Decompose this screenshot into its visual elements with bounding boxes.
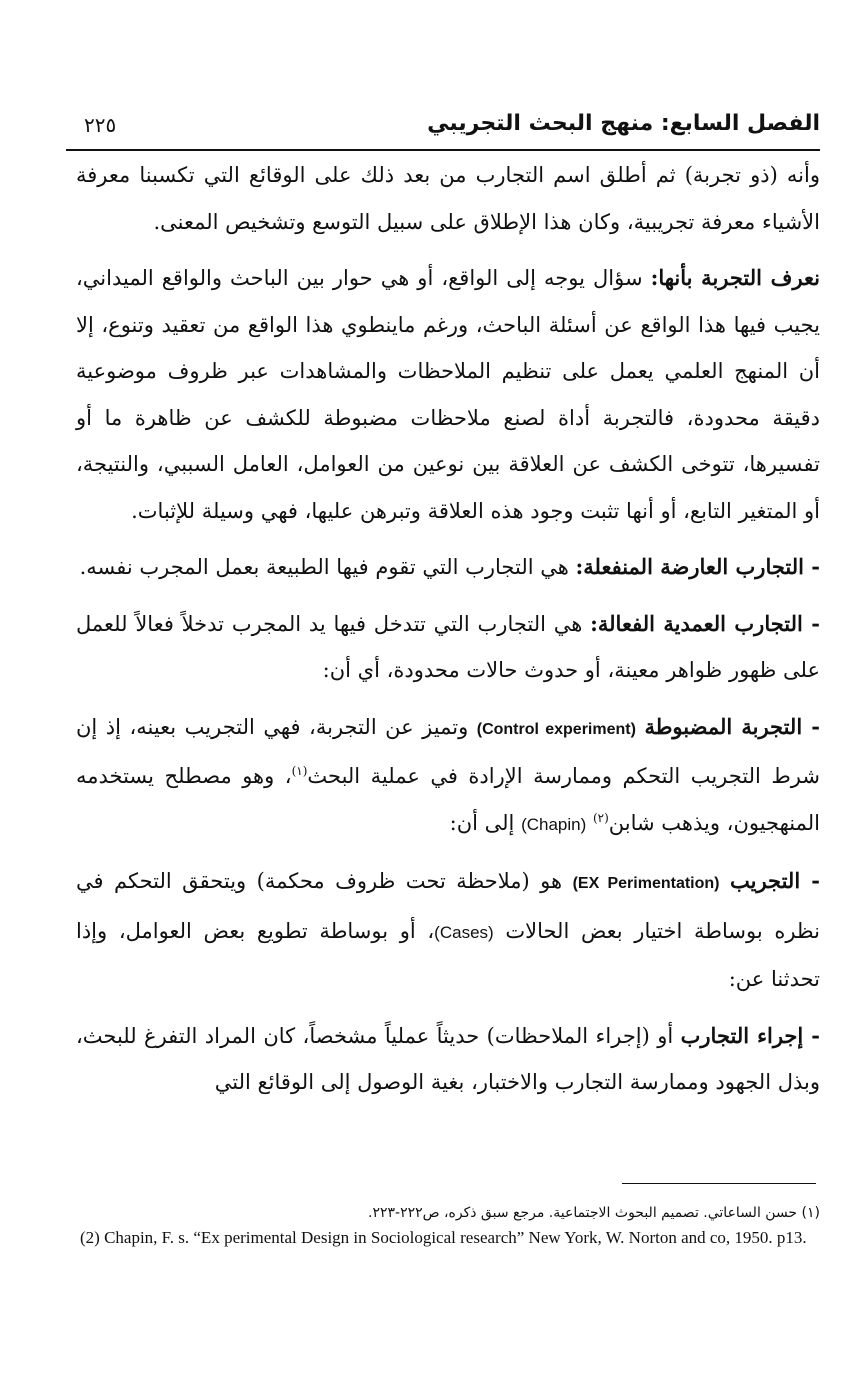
paragraph-1 [76,152,820,245]
active-experiments-lead: - التجارب العمدية الفعالة: [590,610,820,636]
page-number: ٢٢٥ [84,113,117,137]
paragraph-5 [76,704,820,849]
paragraph-2-text: سؤال يوجه إلى الواقع، أو هي حوار بين الباحث والواقع الميداني، يجيب فيها هذا الواقع عن أسئلة الباحث، ورغم ماينطوي هذا الواقع من تعقيد وتنوع، إلا أن المنهج العلمي يعمل على تنظيم الملاحظات والمشاهدات عبر ظروف موضوعية دقيقة محدودة، فالتجربة أداة لصنع ملاحظات مضبوطة للكشف عن ظاهرة ما أو تفسيرها، تتوخى الكشف عن العلاقة بين نوعين من العوامل، العامل السببي، والنتيجة، أو المتغير التابع، أو أنها تثبت وجود هذه العلاقة وتبرهن عليها، فهي وسيلة للإثبات. [76,266,820,523]
paragraph-7-text: أو (إجراء الملاحظات) حديثاً عملياً مشخصاً، كان المراد التفرغ للبحث، وبذل الجهود وممارسة التجارب والاختبار، بغية الوصول إلى الوقائع التي [76,1023,820,1094]
paragraph-3-text: هي التجارب التي تقوم فيها الطبيعة بعمل المجرب نفسه. [79,555,576,579]
footnote-divider [622,1183,816,1184]
paragraph-3 [76,544,820,591]
paragraph-4 [76,601,820,694]
footnote-ref-1: (١) [291,764,308,778]
chapter-title: الفصل السابع: منهج البحث التجريبي [427,111,820,136]
paragraph-5-text-c: إلى أن: [449,810,522,835]
controlled-experiment-term: (Control experiment) [476,720,636,738]
body-text [76,152,820,1106]
paragraph-2 [76,255,820,534]
passive-experiments-lead: - التجارب العارضة المنفعلة: [575,554,820,579]
page-header [66,105,820,151]
paragraph-4-text: هي التجارب التي تتدخل فيها يد المجرب تدخلاً فعالاً للعمل على ظهور ظواهر معينة، أو حدوث حالات محدودة، أي أن: [76,611,820,682]
cases-term: (Cases) [434,922,494,942]
paragraph-6-text-a: هو (ملاحظة تحت ظروف محكمة) ويتحقق التحكم في نظره بوساطة اختيار بعض الحالات [76,869,820,943]
paragraph-1-text: وأنه (ذو تجربة) ثم أطلق اسم التجارب من بعد ذلك على الوقائع التي تكسبنا معرفة الأشياء معرفة تجريبية، وكان هذا الإطلاق على سبيل التوسع وتشخيص المعنى. [76,163,820,234]
experimentation-lead: - التجريب [729,868,820,893]
footnote-ref-2: (٢) [592,810,609,825]
chapin-term: (Chapin) [521,814,587,834]
paragraph-6 [76,858,820,1003]
paragraph-7 [76,1013,820,1106]
paragraph-5-text-a: وتميز عن التجربة، فهي التجريب بعينه، إذ إن شرط التجريب التحكم وممارسة الإرادة في عملية البحث [76,714,820,788]
definition-lead: نعرف التجربة بأنها: [650,265,821,290]
experimentation-term: (EX Perimentation) [572,875,720,892]
paragraph-6-text-b: ، أو بوساطة تطويع بعض العوامل، وإذا تحدثنا عن: [76,918,820,991]
conducting-experiments-lead: - إجراء التجارب [680,1022,820,1048]
footnote-2: (2) Chapin, F. s. “Ex perimental Design in Sociological research” New York, W. Norton and co, 1950. p13. [80,1228,807,1247]
paragraph-5-text-b: ، وهو مصطلح يستخدمه المنهجيون، ويذهب شابن [76,764,820,835]
footnote-1: (١) حسن الساعاتي. تصميم البحوث الاجتماعية. مرجع سبق ذكره، ص٢٢٢-٢٢٣. [367,1205,820,1221]
controlled-experiment-lead: - التجربة المضبوطة [644,713,821,739]
